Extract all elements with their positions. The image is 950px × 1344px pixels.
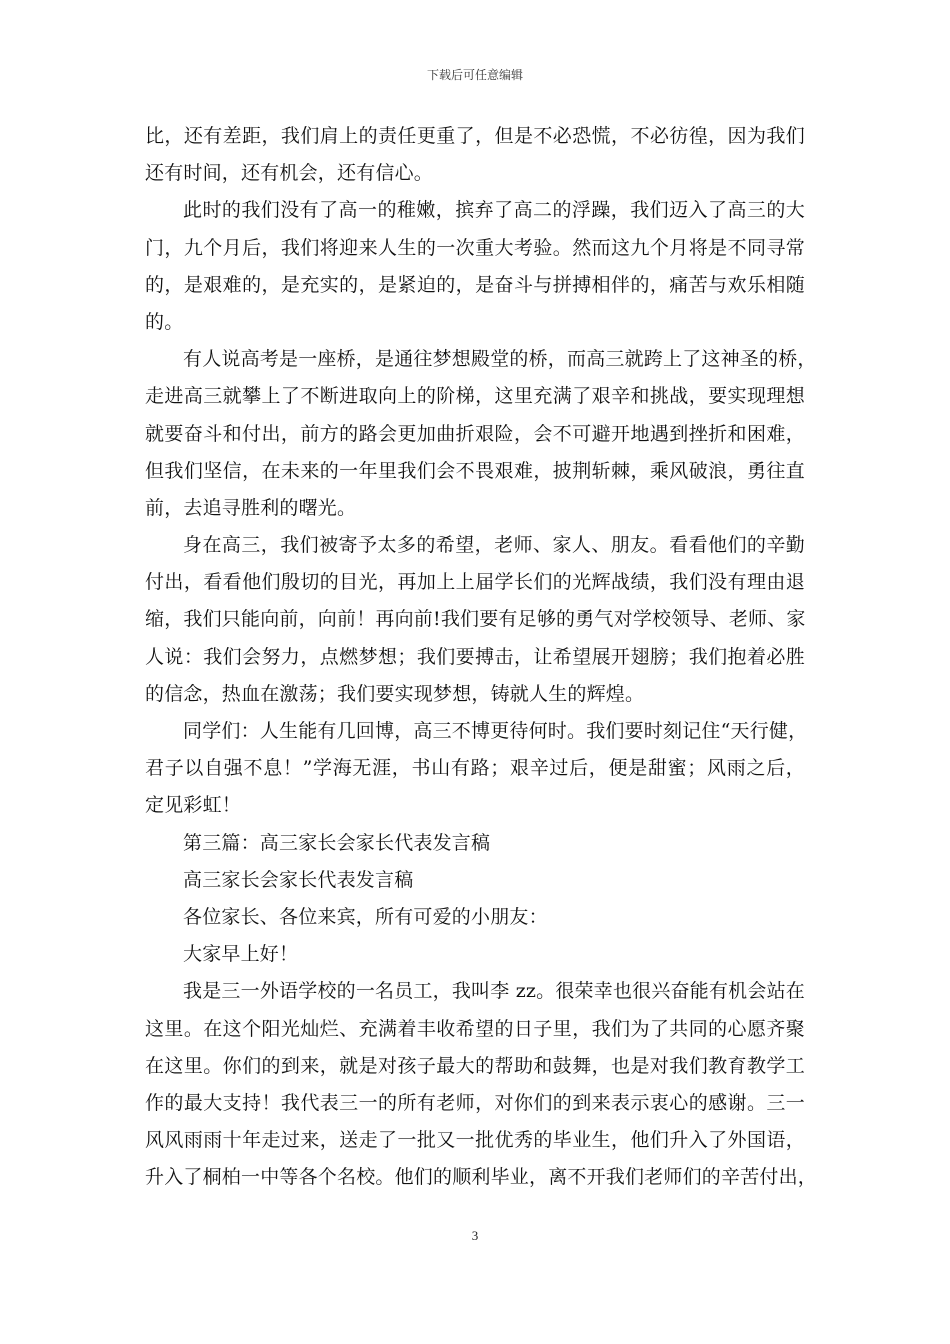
text-line: 此时的我们没有了高一的稚嫩，摈弃了高二的浮躁，我们迈入了高三的大 xyxy=(183,199,805,222)
text-line: 有人说高考是一座桥，是通往梦想殿堂的桥，而高三就跨上了这神圣的桥， xyxy=(183,348,817,371)
text-line: 人说：我们会努力，点燃梦想；我们要搏击，让希望展开翅膀；我们抱着必胜 xyxy=(145,645,805,668)
text-line: 还有时间，还有机会，还有信心。 xyxy=(145,162,434,185)
text-line: 大家早上好！ xyxy=(183,943,299,966)
text-line: 君子以自强不息！”学海无涯，书山有路；艰辛过后，便是甜蜜；风雨之后， xyxy=(145,757,805,780)
text-line: 高三家长会家长代表发言稿 xyxy=(183,868,414,891)
text-line: 走进高三就攀上了不断进取向上的阶梯，这里充满了艰辛和挑战，要实现理想 xyxy=(145,385,805,408)
text-line: 的。 xyxy=(145,310,184,333)
text-line: 比，还有差距，我们肩上的责任更重了，但是不必恐慌，不必彷徨，因为我们 xyxy=(145,125,805,147)
text-line: 作的最大支持！我代表三一的所有老师，对你们的到来表示衷心的感谢。三一 xyxy=(145,1091,805,1114)
text-line: 的，是艰难的，是充实的，是紧迫的，是奋斗与拼搏相伴的，痛苦与欢乐相随 xyxy=(145,273,805,296)
text-line: 身在高三，我们被寄予太多的希望，老师、家人、朋友。看看他们的辛勤 xyxy=(183,534,805,557)
text-line: 定见彩虹！ xyxy=(145,794,242,817)
text-line: 缩，我们只能向前，向前！再向前!我们要有足够的勇气对学校领导、老师、家 xyxy=(145,608,806,631)
text-line: 门，九个月后，我们将迎来人生的一次重大考验。然而这九个月将是不同寻常 xyxy=(145,236,805,259)
text-line: 第三篇：高三家长会家长代表发言稿 xyxy=(183,831,491,854)
text-line: 的信念，热血在激荡；我们要实现梦想，铸就人生的辉煌。 xyxy=(145,682,645,705)
text-line: 前，去追寻胜利的曙光。 xyxy=(145,496,357,519)
text-line: 同学们：人生能有几回博，高三不博更待何时。我们要时刻记住“天行健， xyxy=(183,720,808,742)
text-line: 升入了桐柏一中等各个名校。他们的顺利毕业，离不开我们老师们的辛苦付出， xyxy=(145,1166,818,1189)
text-line: 各位家长、各位来宾，所有可爱的小朋友： xyxy=(183,905,548,928)
document-body xyxy=(145,118,818,1196)
text-line: 我是三一外语学校的一名员工，我叫李 zz。很荣幸也很兴奋能有机会站在 xyxy=(183,980,805,1003)
page-number: 3 xyxy=(471,1228,479,1243)
text-line: 在这里。你们的到来，就是对孩子最大的帮助和鼓舞，也是对我们教育教学工 xyxy=(145,1054,805,1077)
text-line: 付出，看看他们殷切的目光，再加上上届学长们的光辉战绩，我们没有理由退 xyxy=(145,571,805,594)
text-line: 但我们坚信，在未来的一年里我们会不畏艰难，披荆斩棘，乘风破浪，勇往直 xyxy=(145,459,805,482)
text-line: 风风雨雨十年走过来，送走了一批又一批优秀的毕业生，他们升入了外国语， xyxy=(145,1129,805,1152)
text-line: 就要奋斗和付出，前方的路会更加曲折艰险，会不可避开地遇到挫折和困难， xyxy=(145,422,805,445)
page-header: 下载后可任意编辑 xyxy=(426,68,523,82)
text-line: 这里。在这个阳光灿烂、充满着丰收希望的日子里，我们为了共同的心愿齐聚 xyxy=(145,1017,805,1040)
